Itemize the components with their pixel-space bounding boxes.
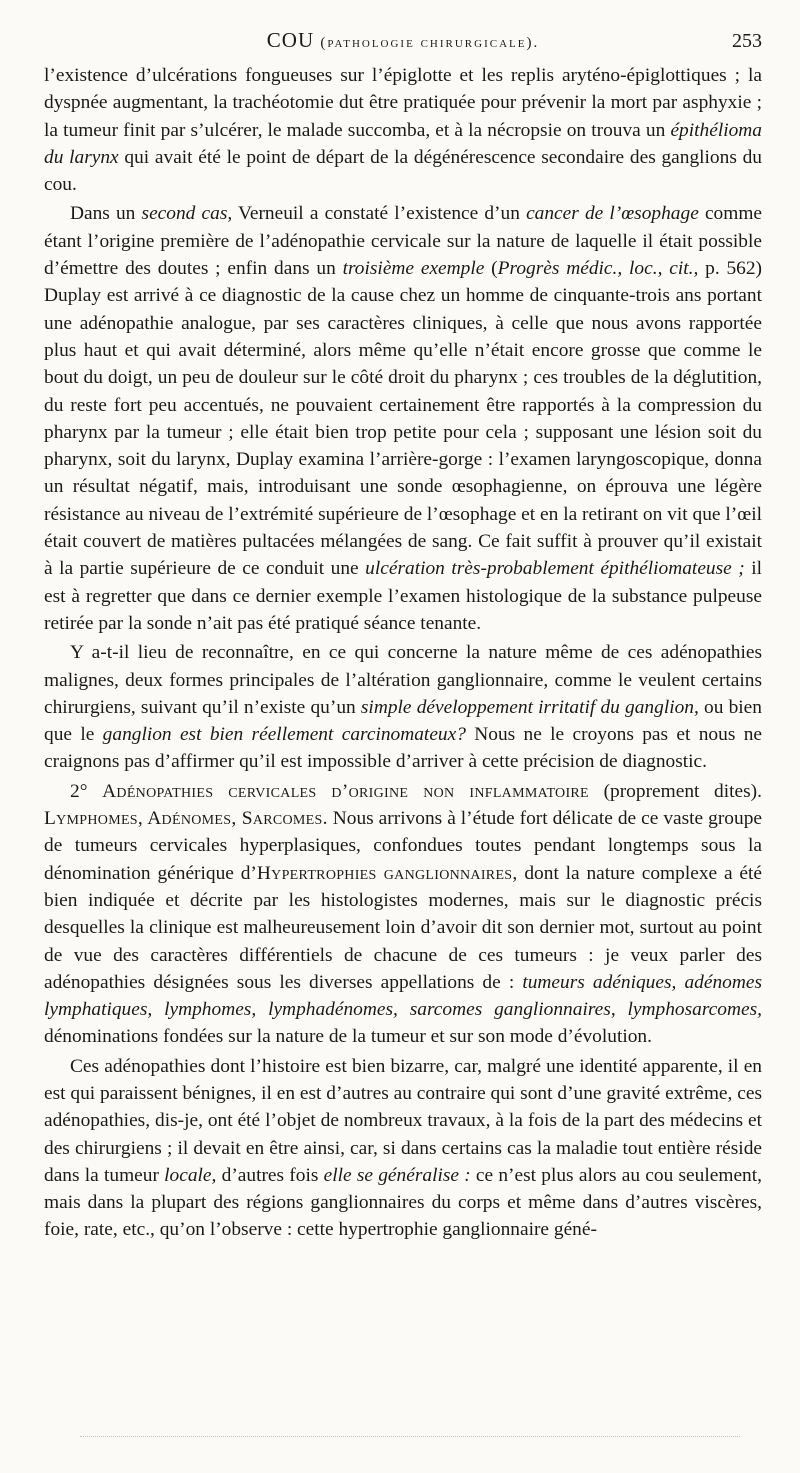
text-run: (proprement dites).: [588, 780, 762, 802]
text-run: Nous arrivons à l’étude fort délicate de ce vaste groupe de tumeurs cervicales hyperplasiques, confondues toutes pendant longtemps sous la dénomination générique d’: [44, 808, 762, 884]
text-run: dénominations fondées sur la nature de la tumeur et sur son mode d’évolution.: [44, 1026, 652, 1048]
italic-run: Progrès médic., loc., cit.,: [497, 258, 699, 280]
paragraph-3: [44, 639, 762, 775]
italic-run: tumeurs adéniques, adénomes lymphatiques, lymphomes, lymphadénomes, sarcomes ganglionnaires: [44, 971, 762, 1021]
small-caps-run: Hypertrophies ganglionnaires,: [256, 862, 518, 884]
text-run: ,: [610, 999, 628, 1021]
text-run: Ces adénopathies dont l’histoire est bien bizarre, car, malgré une identité apparente, il en est qui paraissent bénignes, il en est d’autres au contraire qui sont d’une gravité extrême, ces adénopathies, dis-je, ont été l’objet de nombreux travaux, à la fois de la part des médecins et des chirurgiens ; il devait en être ainsi, car, si dans certains cas la maladie tout entière réside dans la tumeur: [44, 1055, 762, 1186]
text-run: il est à regretter que dans ce dernier exemple l’examen histologique de la substance pulpeuse retirée par la sonde n’ait pas été pratiqué séance tenante.: [44, 558, 763, 634]
small-caps-run: Adénopathies cervicales d’origine non inflammatoire: [102, 780, 589, 802]
text-run: l’existence d’ulcérations fongueuses sur l’épiglotte et les replis aryténo-épiglottiques ; la dyspnée augmentant, la trachéotomie dut être pratiquée pour prévenir la mort par asphyxie ; la tumeur finit par s’ulcérer, le malade succomba, et à la nécropsie on trouva un: [44, 65, 762, 141]
italic-run: locale,: [164, 1164, 217, 1186]
running-title: [44, 28, 762, 53]
paragraph-2: [44, 200, 762, 637]
italic-run: cancer de l’œsophage: [526, 203, 699, 225]
text-run: Nous ne le croyons pas et nous ne craignons pas d’affirmer qu’il est impossible d’arriver à cette précision de diagnostic.: [44, 724, 763, 773]
italic-run: épithélioma du larynx: [44, 119, 762, 168]
text-run: d’autres fois: [216, 1164, 324, 1186]
text-run: Verneuil a constaté l’existence d’un: [232, 203, 527, 225]
body-text: [44, 62, 762, 1244]
text-run: dont la nature complexe a été bien indiquée et décrite par les histologistes modernes, mais sur le diagnostic précis desquelles la clinique est malheureusement loin d’avoir dit son dernier mot, surtout au point de vue des caractères différentiels de chacune de ces tumeurs : je veux parler des adénopathies désignées sous les diverses appellations de :: [44, 862, 762, 993]
italic-run: elle se généralise :: [323, 1164, 471, 1186]
text-run: Y a-t-il lieu de reconnaître, en ce qui concerne la nature même de ces adénopathies malignes, deux formes principales de l’altération ganglionnaire, comme le veulent certains chirurgiens, suivant qu’il n’existe qu’un: [44, 642, 762, 718]
italic-run: lymphosarcomes,: [627, 999, 762, 1021]
paragraph-4: [44, 778, 762, 1051]
paragraph-5: [44, 1053, 762, 1244]
running-title-main: COU: [266, 28, 315, 52]
italic-run: simple développement irritatif du ganglion,: [360, 696, 699, 718]
running-title-sub: (pathologie chirurgicale).: [320, 35, 540, 51]
page-number: 253: [732, 30, 762, 52]
text-run: ou bien que le: [44, 696, 762, 746]
italic-run: ganglion est bien réellement carcinomateux?: [102, 724, 466, 746]
text-run: p. 562) Duplay est arrivé à ce diagnostic de la cause chez un homme de cinquante-trois ans portant une adénopathie analogue, par ses caractères cliniques, à celle que nous avons rapportée plus haut et qui avait déterminé, alors même qu’elle n’était encore grosse que comme le bout du doigt, un peu de douleur sur le côté droit du pharynx ; ces troubles de la déglutition, du reste fort peu accentués, ne pouvaient certainement être rapportés à la compression du pharynx par la tumeur ; elle était bien trop petite pour cela ; supposant une lésion soit du pharynx, soit du larynx, Duplay examina l’arrière-gorge : l’examen laryngoscopique, donna un résultat négatif, mais, introduisant une sonde œsophagienne, on éprouva une légère résistance au niveau de l’extrémité supérieure de l’œsophage et en la retirant on vit que l’œil était couvert de matières pultacées mélangées de sang. Ce fait suffit à prouver qu’il existait à la partie supérieure de ce conduit une: [44, 258, 763, 580]
text-run: comme étant l’origine première de l’adénopathie cervicale sur la nature de laquelle il était possible d’émettre des doutes ; enfin dans un: [44, 203, 763, 280]
text-run: Dans un: [70, 203, 142, 225]
page-bottom-edge-rule: [80, 1436, 740, 1437]
text-run: qui avait été le point de départ de la dégénérescence secondaire des ganglions du cou.: [44, 146, 762, 196]
italic-run: ulcération très-probablement épithéliomateuse ;: [365, 558, 745, 580]
italic-run: troisième exemple: [342, 258, 485, 280]
paragraph-1: [44, 62, 762, 198]
text-run: (: [484, 258, 498, 280]
text-run: 2°: [70, 780, 103, 802]
small-caps-run: Lymphomes, Adénomes, Sarcomes.: [44, 808, 328, 830]
running-header: [44, 28, 762, 58]
text-run: ce n’est plus alors au cou seulement, mais dans la plupart des régions ganglionnaires du corps et même dans d’autres viscères, foie, rate, etc., qu’on l’observe : cette hypertrophie ganglionnaire géné-: [44, 1164, 762, 1241]
italic-run: second cas,: [141, 203, 233, 225]
